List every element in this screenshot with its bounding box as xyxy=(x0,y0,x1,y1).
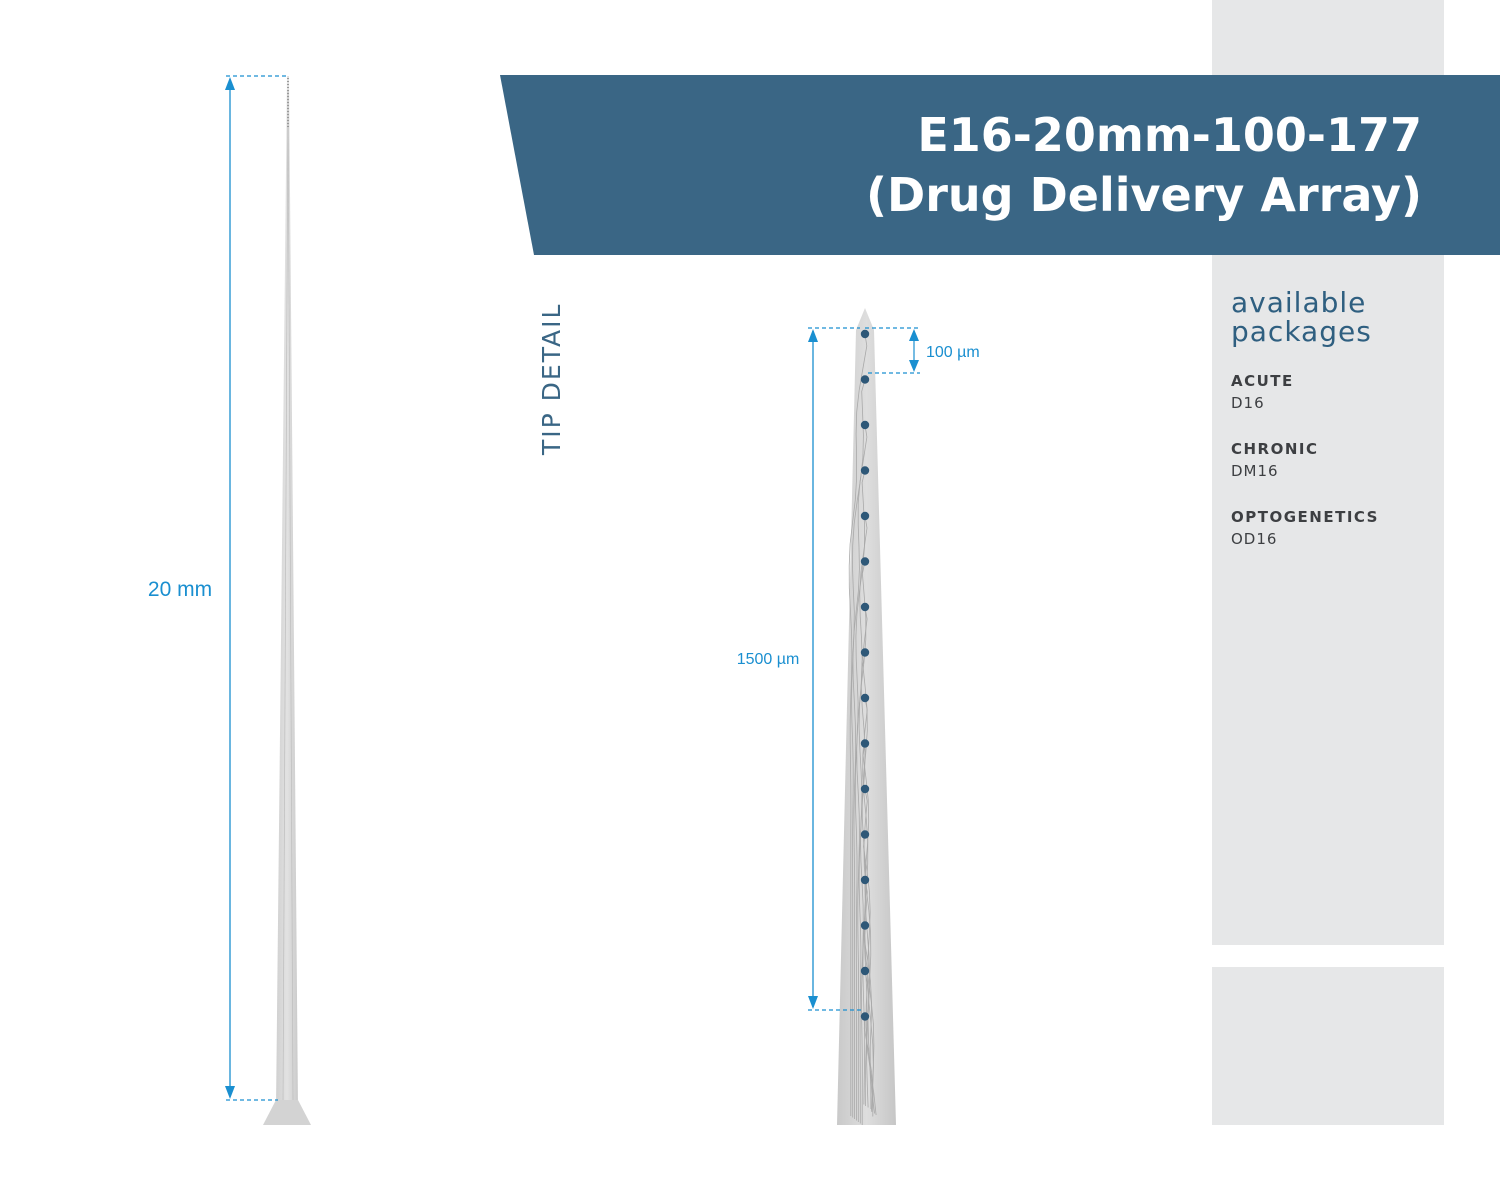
tip-detail-label: TIP DETAIL xyxy=(537,302,566,455)
recording-site xyxy=(861,557,869,565)
recording-site xyxy=(861,876,869,884)
arrowhead-up xyxy=(225,77,235,90)
recording-site xyxy=(861,694,869,702)
package-code: D16 xyxy=(1231,394,1265,412)
recording-site xyxy=(861,830,869,838)
arrowhead-down xyxy=(909,360,919,372)
recording-site xyxy=(861,967,869,975)
recording-site xyxy=(861,466,869,474)
package-code: OD16 xyxy=(1231,530,1278,548)
package-name: ACUTE xyxy=(1231,372,1294,390)
package-code: DM16 xyxy=(1231,462,1279,480)
product-code: E16-20mm-100-177 xyxy=(917,108,1422,162)
recording-site xyxy=(861,739,869,747)
packages-heading: available packages xyxy=(1231,286,1372,348)
tip-detail-diagram xyxy=(700,290,1030,1130)
recording-site xyxy=(861,330,869,338)
title-banner xyxy=(500,75,1500,255)
recording-site xyxy=(861,785,869,793)
arrowhead-up xyxy=(909,329,919,341)
shank-length-label: 20 mm xyxy=(147,578,213,601)
probe-base xyxy=(263,1100,311,1125)
recording-site xyxy=(861,421,869,429)
banner-title xyxy=(866,105,1422,225)
package-item xyxy=(1231,438,1431,482)
site-spacing-label: 100 µm xyxy=(926,344,980,361)
arrowhead-down xyxy=(225,1086,235,1099)
available-packages xyxy=(1231,288,1431,574)
package-item xyxy=(1231,506,1431,550)
recording-site xyxy=(861,375,869,383)
package-name: OPTOGENETICS xyxy=(1231,508,1379,526)
product-type: (Drug Delivery Array) xyxy=(866,168,1422,222)
array-span-label: 1500 µm xyxy=(736,651,800,668)
package-name: CHRONIC xyxy=(1231,440,1319,458)
probe-overview-diagram xyxy=(0,0,500,1200)
package-item xyxy=(1231,370,1431,414)
recording-site xyxy=(861,603,869,611)
recording-site xyxy=(861,1012,869,1020)
arrowhead-down xyxy=(808,996,818,1009)
side-panel-footer xyxy=(1212,967,1444,1125)
recording-site xyxy=(861,921,869,929)
recording-site xyxy=(861,648,869,656)
arrowhead-up xyxy=(808,329,818,342)
recording-site xyxy=(861,512,869,520)
